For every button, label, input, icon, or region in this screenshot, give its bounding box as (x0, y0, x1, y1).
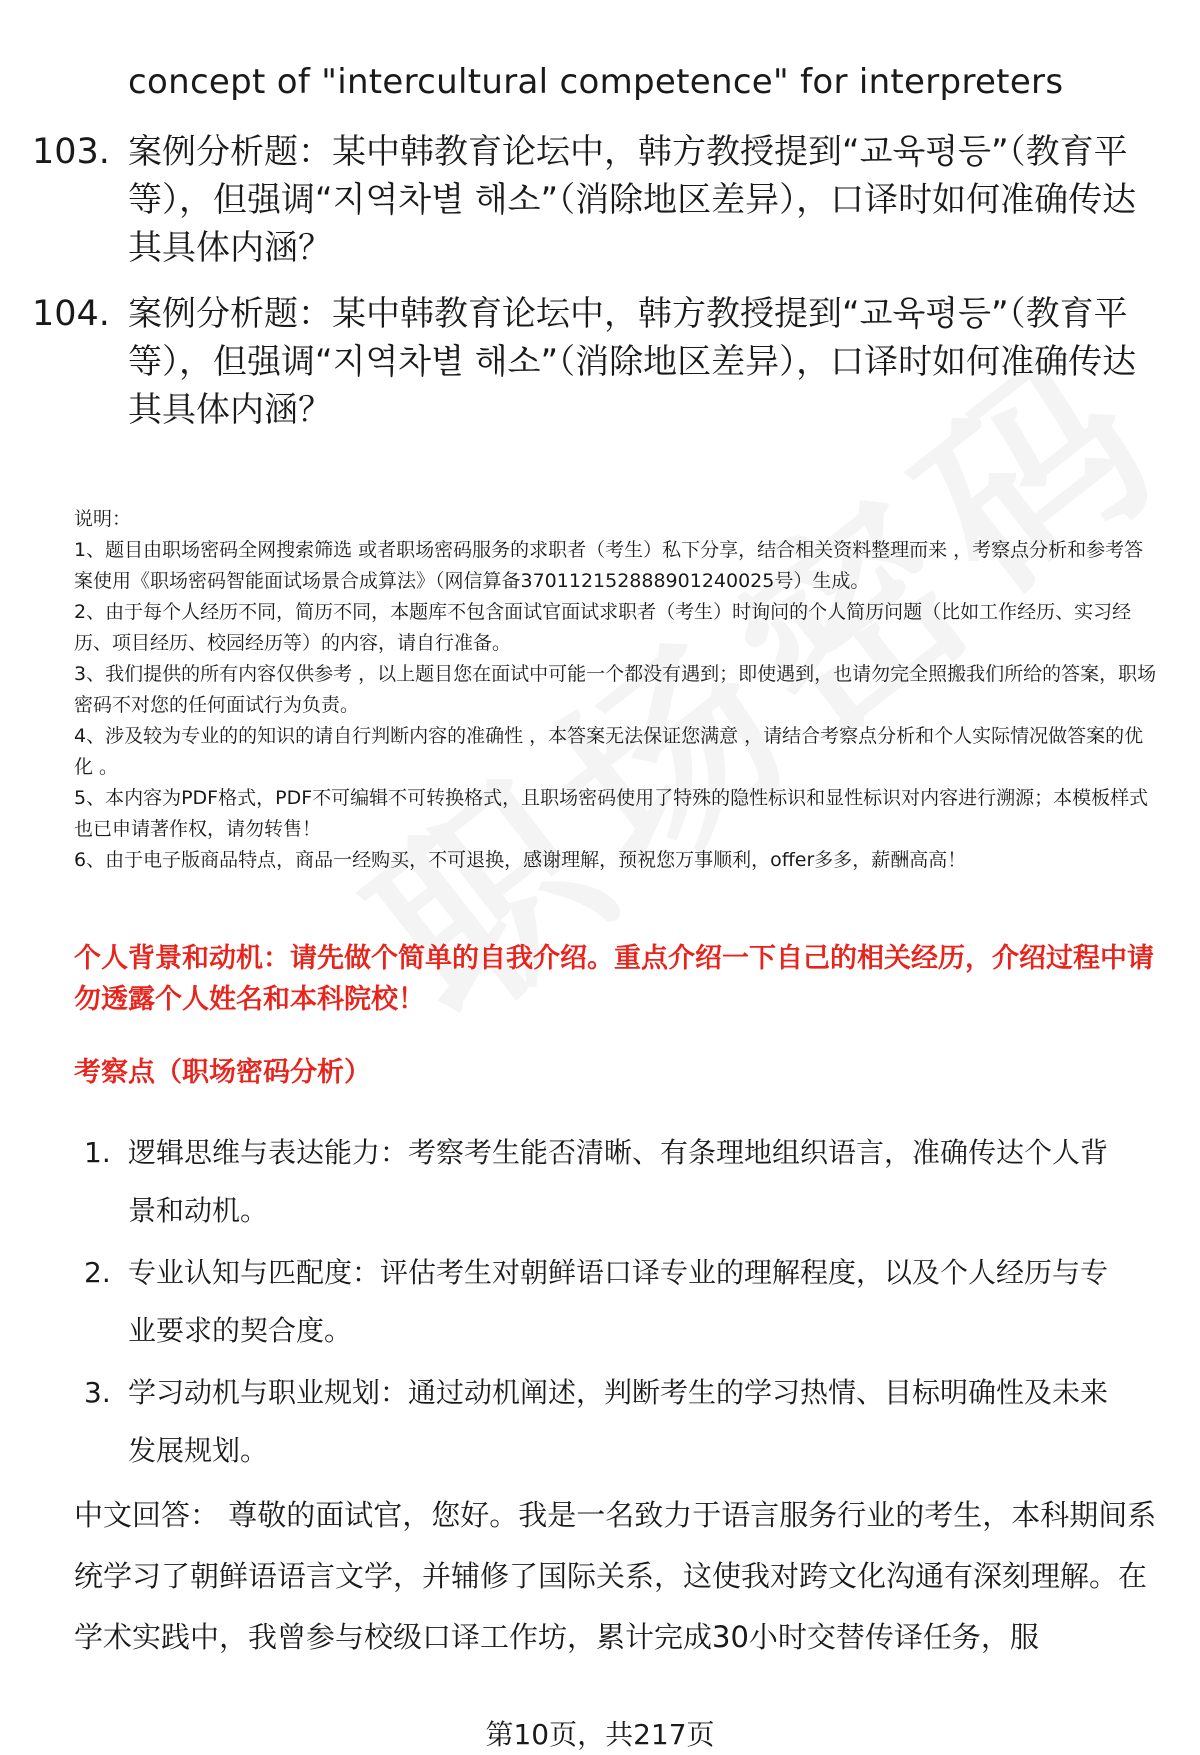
question-heading: 个人背景和动机：请先做个简单的自我介绍。重点介绍一下自己的相关经历，介绍过程中请勿透露个人姓名和本科院校！ (74, 943, 1154, 1015)
note-line: 1、题目由职场密码全网搜索筛选 或者职场密码服务的求职者（考生）私下分享，结合相关资料整理而来 ，考察点分析和参考答案使用《职场密码智能面试场景合成算法》（网信算备370112152888901240025号）生成。 (74, 539, 1144, 592)
question-text: 案例分析题：某中韩教育论坛中，韩方教授提到“교육평등”（教育平等），但强调“지역차별 해소”（消除地区差异），口译时如何准确传达其具体内涵？ (128, 132, 1137, 268)
page-footer: 第10页，共217页 (485, 1718, 715, 1751)
question-text: 案例分析题：某中韩教育论坛中，韩方教授提到“교육평등”（教育平等），但强调“지역차별 해소”（消除地区差异），口译时如何准确传达其具体内涵？ (128, 294, 1137, 430)
note-line: 5、本内容为PDF格式，PDF不可编辑不可转换格式，且职场密码使用了特殊的隐性标识和显性标识对内容进行溯源；本模板样式也已申请著作权，请勿转售！ (74, 787, 1149, 840)
point-number: 3. (84, 1376, 111, 1409)
list-item (84, 1122, 1154, 1242)
point-text: 学习动机与职业规划：通过动机阐述，判断考生的学习热情、目标明确性及未来发展规划。 (128, 1376, 1109, 1467)
continued-line: concept of "intercultural competence" for interpreters (128, 62, 1064, 102)
point-number: 2. (84, 1256, 111, 1289)
note-line: 2、由于每个人经历不同，简历不同，本题库不包含面试官面试求职者（考生）时询问的个人简历问题（比如工作经历、实习经历、项目经历、校园经历等）的内容，请自行准备。 (74, 601, 1132, 654)
point-text: 专业认知与匹配度：评估考生对朝鲜语口译专业的理解程度，以及个人经历与专业要求的契合度。 (128, 1256, 1109, 1347)
notes-title: 说明： (74, 508, 132, 530)
analysis-points (84, 1122, 1154, 1482)
question-number: 104. (32, 294, 110, 334)
note-line: 3、我们提供的所有内容仅供参考 ，以上题目您在面试中可能一个都没有遇到；即使遇到，也请勿完全照搬我们所给的答案，职场密码不对您的任何面试行为负责。 (74, 663, 1157, 716)
note-line: 6、由于电子版商品特点，商品一经购买，不可退换，感谢理解，预祝您万事顺利，offer多多，薪酬高高！ (74, 849, 967, 871)
answer-paragraph: 中文回答： 尊敬的面试官，您好。我是一名致力于语言服务行业的考生，本科期间系统学习了朝鲜语语言文学，并辅修了国际关系，这使我对跨文化沟通有深刻理解。在学术实践中，我曾参与校级口译工作坊，累计完成30小时交替传译任务，服 (74, 1498, 1157, 1654)
point-number: 1. (84, 1136, 111, 1169)
list-item (84, 1242, 1154, 1362)
analysis-heading: 考察点（职场密码分析） (74, 1057, 371, 1088)
note-line: 4、涉及较为专业的的知识的请自行判断内容的准确性 ，本答案无法保证您满意 ，请结合考察点分析和个人实际情况做答案的优化 。 (74, 725, 1144, 778)
question-number: 103. (32, 132, 110, 172)
point-text: 逻辑思维与表达能力：考察考生能否清晰、有条理地组织语言，准确传达个人背景和动机。 (128, 1136, 1109, 1227)
notes-section (74, 504, 1159, 876)
list-item (84, 1362, 1154, 1482)
